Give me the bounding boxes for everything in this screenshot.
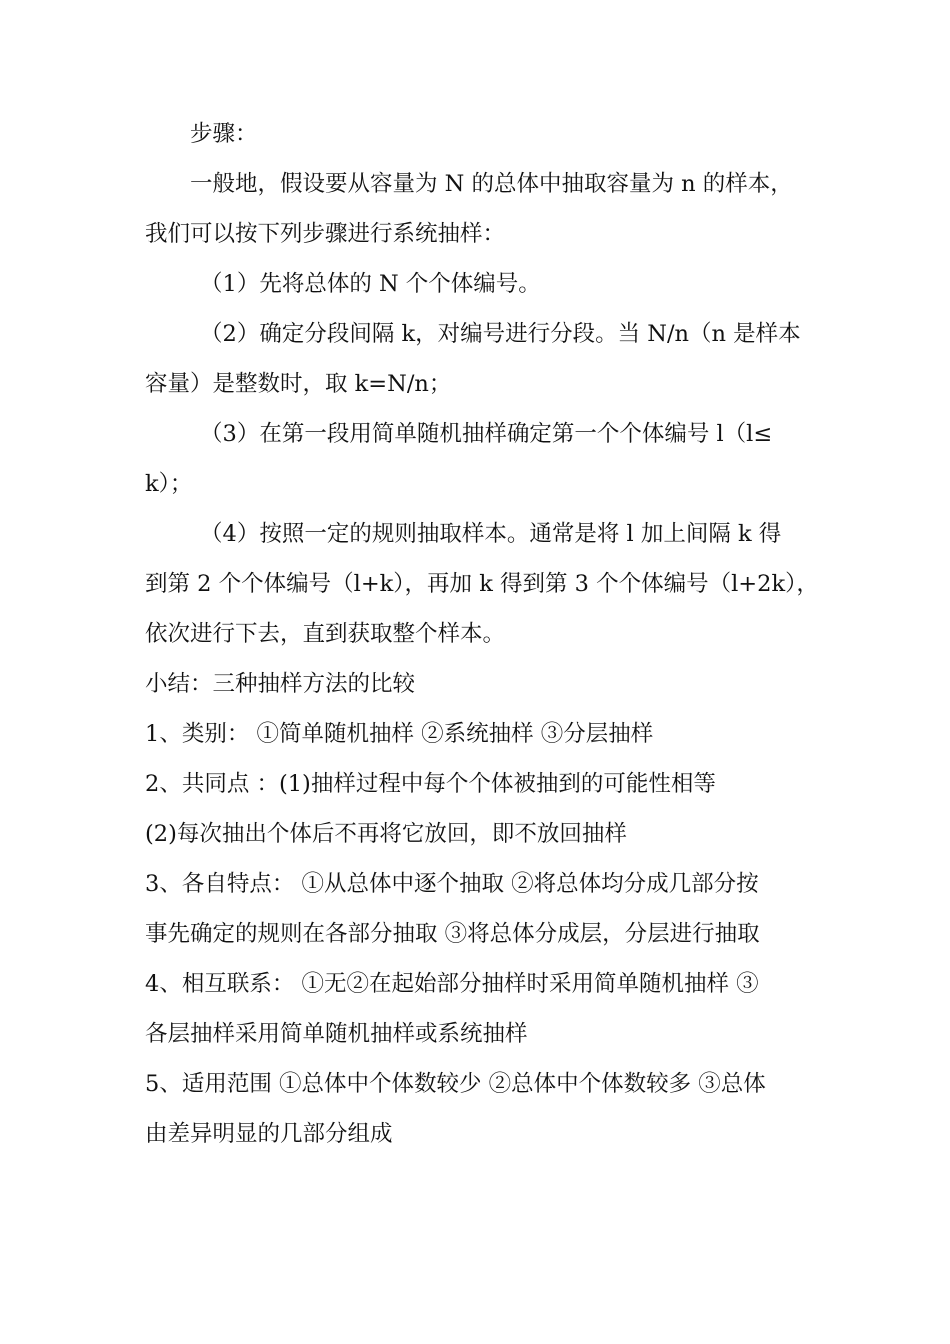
paragraph-line: 依次进行下去，直到获取整个样本。 (145, 621, 506, 647)
paragraph-line: 容量）是整数时，取 k=N/n； (145, 371, 452, 397)
summary-item-4: 4、相互联系： ①无②在起始部分抽样时采用简单随机抽样 ③ (145, 971, 759, 997)
summary-heading: 小结：三种抽样方法的比较 (145, 671, 416, 697)
step-item-4: （4）按照一定的规则抽取样本。通常是将 l 加上间隔 k 得 (200, 521, 782, 547)
paragraph-line: 事先确定的规则在各部分抽取 ③将总体分成层，分层进行抽取 (145, 921, 760, 947)
step-item-1: （1）先将总体的 N 个个体编号。 (200, 271, 541, 297)
summary-item-5: 5、适用范围 ①总体中个体数较少 ②总体中个体数较多 ③总体 (145, 1071, 766, 1097)
steps-heading: 步骤： (190, 121, 258, 147)
paragraph-line: 各层抽样采用简单随机抽样或系统抽样 (145, 1021, 528, 1047)
paragraph-line: (2)每次抽出个体后不再将它放回，即不放回抽样 (145, 821, 627, 847)
paragraph-line: 到第 2 个个体编号（l+k），再加 k 得到第 3 个个体编号（l+2k）， (145, 571, 819, 597)
summary-item-2: 2、共同点 ：(1)抽样过程中每个个体被抽到的可能性相等 (145, 771, 716, 797)
paragraph-line: 一般地，假设要从容量为 N 的总体中抽取容量为 n 的样本， (190, 171, 793, 197)
summary-item-3: 3、各自特点： ①从总体中逐个抽取 ②将总体均分成几部分按 (145, 871, 759, 897)
summary-item-1: 1、类别： ①简单随机抽样 ②系统抽样 ③分层抽样 (145, 721, 654, 747)
paragraph-line: k）； (145, 471, 193, 497)
paragraph-line: 由差异明显的几部分组成 (145, 1121, 393, 1147)
step-item-2: （2）确定分段间隔 k，对编号进行分段。当 N/n（n 是样本 (200, 321, 801, 347)
paragraph-line: 我们可以按下列步骤进行系统抽样： (145, 221, 506, 247)
step-item-3: （3）在第一段用简单随机抽样确定第一个个体编号 l（l≤ (200, 421, 773, 447)
